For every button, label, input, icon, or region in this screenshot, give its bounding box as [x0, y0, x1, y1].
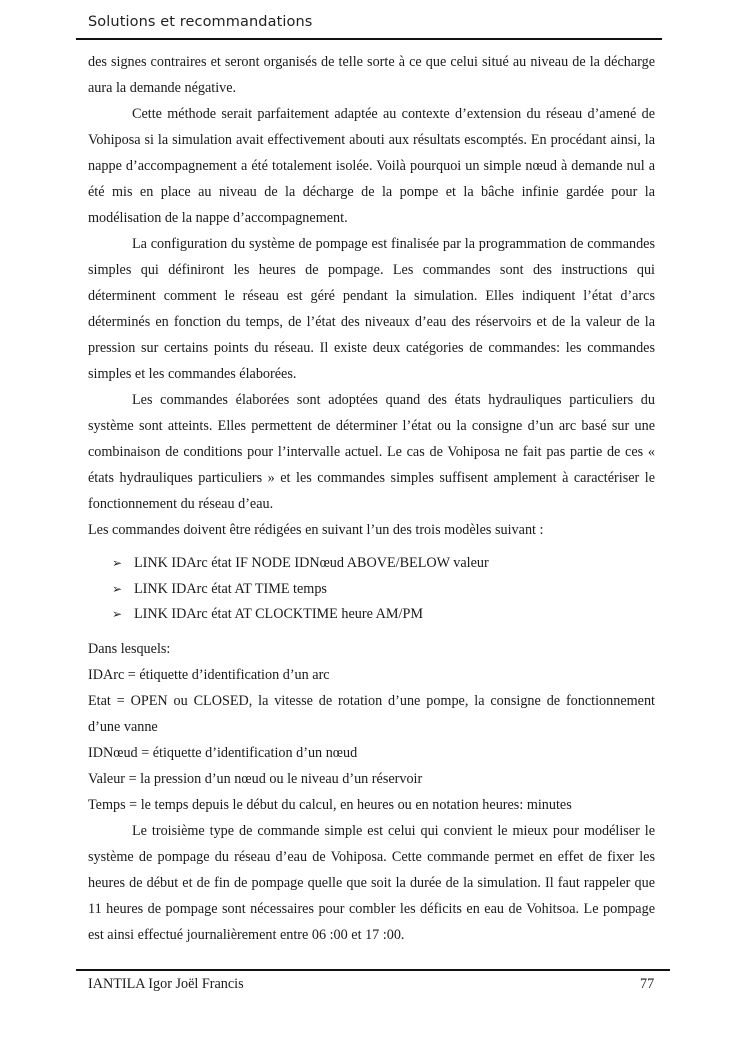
command-model-list — [88, 551, 655, 628]
paragraph: La configuration du système de pompage est finalisée par la programmation de commandes simples qui définiront les heures de pompage. Les commandes sont des instructions qui déterminent comment le réseau est géré pendant la simulation. Elles indiquent l’état d’arcs déterminés en fonction du temps, de l’état des niveaux d’eau des réservoirs et de la valeur de la pression sur certains points du réseau. Il existe deux catégories de commandes: les commandes simples et les commandes élaborées. — [88, 236, 655, 382]
definition-item: Valeur = la pression d’un nœud ou le niveau d’un réservoir — [88, 770, 423, 787]
paragraph: Les commandes doivent être rédigées en suivant l’un des trois modèles suivant : — [88, 522, 544, 538]
list-item — [112, 551, 655, 577]
header-rule — [76, 38, 662, 40]
page-body — [88, 49, 655, 948]
list-item-text: LINK IDArc état AT TIME temps — [134, 580, 327, 597]
paragraph: Les commandes élaborées sont adoptées quand des états hydrauliques particuliers du système sont atteints. Elles permettent de déterminer l’état ou la consigne d’un arc basé sur une combinaison de conditions pour l’intervalle actuel. Le cas de Vohiposa ne fait pas partie de ces « états hydrauliques particuliers » et les commandes simples suffisent amplement à caractériser le fonctionnement du réseau d’eau. — [88, 392, 655, 512]
paragraph: Le troisième type de commande simple est celui qui convient le mieux pour modéliser le système de pompage du réseau d’eau de Vohiposa. Cette commande permet en effet de fixer les heures de début et de fin de pompage quelle que soit la durée de la simulation. Il faut rappeler que 11 heures de pompage sont nécessaires pour combler les déficits en eau de Vohitsoa. Le pompage est ainsi effectué journalièrement entre 06 :00 et 17 :00. — [88, 822, 655, 943]
list-item — [112, 602, 655, 628]
definition-item: Temps = le temps depuis le début du calcul, en heures ou en notation heures: minutes — [88, 796, 572, 813]
definition-item: Etat = OPEN ou CLOSED, la vitesse de rotation d’une pompe, la consigne de fonctionnement d’une vanne — [88, 692, 655, 735]
footer-rule — [76, 969, 670, 971]
definition-item: IDNœud = étiquette d’identification d’un nœud — [88, 744, 358, 761]
running-header: Solutions et recommandations — [88, 14, 313, 30]
arrowhead-bullet-icon: ➢ — [112, 556, 123, 570]
list-item-text: LINK IDArc état AT CLOCKTIME heure AM/PM — [134, 606, 423, 622]
footer-author: IANTILA Igor Joël Francis — [88, 976, 244, 992]
arrowhead-bullet-icon: ➢ — [112, 581, 123, 596]
definition-item: IDArc = étiquette d’identification d’un arc — [88, 666, 330, 683]
paragraph: Cette méthode serait parfaitement adaptée au contexte d’extension du réseau d’amené de Vohiposa si la simulation avait effectivement abouti aux résultats escomptés. En procédant ainsi, la nappe d’accompagnement a été totalement isolée. Voilà pourquoi un simple nœud à demande nul a été mis en place au niveau de la décharge de la pompe et la bâche infinie gardée pour la modélisation de la nappe d’accompagnement. — [88, 106, 655, 226]
definitions-intro: Dans lesquels: — [88, 640, 171, 657]
list-item-text: LINK IDArc état IF NODE IDNœud ABOVE/BELOW valeur — [134, 555, 489, 571]
page-number: 77 — [640, 976, 655, 992]
list-item — [112, 577, 655, 603]
arrowhead-bullet-icon: ➢ — [112, 607, 123, 621]
paragraph: des signes contraires et seront organisés de telle sorte à ce que celui situé au niveau de la décharge aura la demande négative. — [88, 54, 655, 96]
